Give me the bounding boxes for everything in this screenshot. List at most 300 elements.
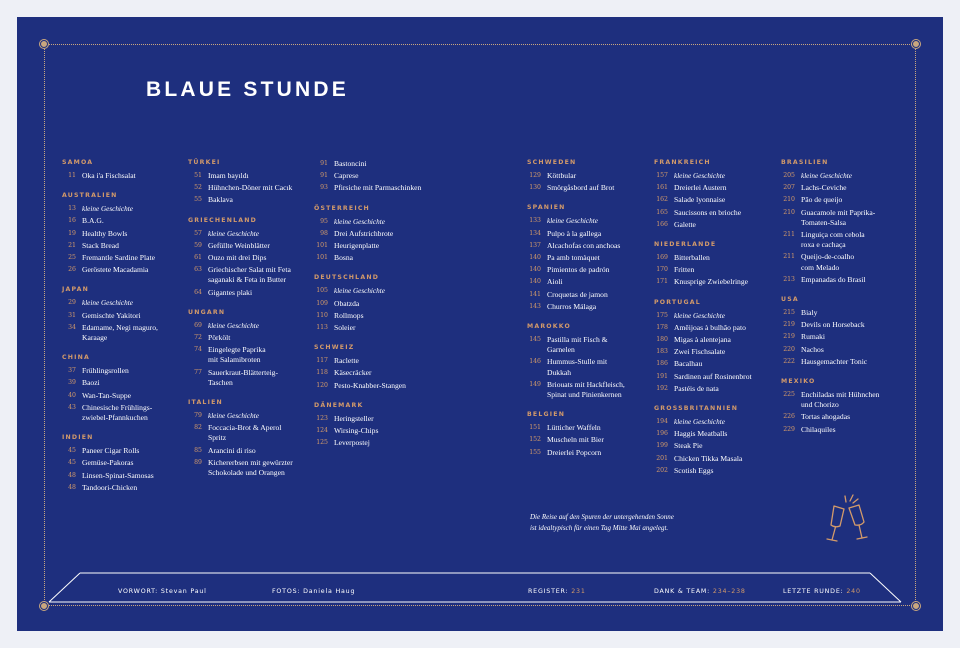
entry-label: B.A.G. — [82, 216, 104, 226]
page-number: 57 — [194, 229, 202, 237]
toc-entry[interactable] — [527, 170, 652, 182]
page-number: 141 — [529, 290, 541, 298]
toc-entry[interactable] — [314, 182, 454, 194]
toc-section — [527, 203, 652, 313]
toc-entry[interactable] — [62, 445, 187, 457]
entry-label: Rumaki — [801, 332, 826, 342]
entry-label: Bialy — [801, 308, 818, 318]
page-number: 161 — [656, 184, 668, 192]
entry-label: Schokolade und Orangen — [208, 468, 285, 478]
entry-label: Dukkah — [547, 367, 572, 377]
page-number: 124 — [316, 427, 328, 435]
toc-entry[interactable] — [314, 367, 454, 379]
page-number: 37 — [68, 367, 76, 375]
toc-entry[interactable] — [654, 346, 779, 358]
page-number: 74 — [194, 346, 202, 354]
page-number: 48 — [68, 471, 76, 479]
toc-section — [654, 240, 779, 289]
page-number: 13 — [68, 205, 76, 213]
page-number: 11 — [68, 172, 76, 179]
toc-entry[interactable] — [314, 158, 454, 170]
toc-entry[interactable] — [781, 399, 906, 411]
page-number: 21 — [68, 241, 76, 249]
toc-entry[interactable] — [188, 274, 313, 286]
footer-vorwort — [118, 588, 207, 595]
page-number: 25 — [68, 254, 76, 262]
entry-label: Gefüllte Weinblätter — [208, 240, 270, 250]
toc-entry[interactable] — [527, 276, 652, 288]
page-number: 145 — [529, 336, 541, 344]
page-number: 93 — [320, 184, 328, 192]
toc-entry[interactable] — [781, 411, 906, 423]
toc-section — [654, 298, 779, 395]
section-title: USA — [781, 296, 799, 304]
entry-label: kleine Geschichte — [674, 172, 725, 180]
page-number: 222 — [783, 357, 795, 365]
footer-label: VORWORT: — [118, 588, 159, 595]
toc-entry[interactable] — [654, 182, 779, 194]
page-number: 89 — [194, 458, 202, 466]
toc-entry[interactable] — [527, 301, 652, 313]
page-number: 151 — [529, 424, 541, 432]
corner-ornament — [912, 40, 920, 48]
entry-label: Migas à alentejana — [674, 335, 731, 345]
toc-section — [781, 158, 906, 286]
toc-entry[interactable] — [654, 276, 779, 288]
toc-entry[interactable] — [527, 389, 652, 401]
toc-entry[interactable] — [188, 332, 313, 344]
page-number: 77 — [194, 368, 202, 376]
page-number: 196 — [656, 430, 668, 438]
toc-entry[interactable] — [188, 194, 313, 206]
entry-label: Queijo-de-coalho — [801, 252, 855, 262]
page-number: 211 — [783, 231, 795, 239]
toc-entry[interactable] — [527, 344, 652, 356]
toc-entry[interactable] — [781, 274, 906, 286]
footer-label: REGISTER: — [528, 588, 569, 595]
footer-letzte-runde — [783, 588, 861, 595]
page-number: 110 — [316, 311, 328, 319]
toc-section — [781, 295, 906, 368]
toc-entry[interactable] — [654, 358, 779, 370]
entry-label: kleine Geschichte — [801, 172, 852, 180]
entry-label: Baozi — [82, 378, 100, 388]
page-number: 140 — [529, 266, 541, 274]
toc-entry[interactable] — [527, 264, 652, 276]
toc-column — [314, 158, 454, 458]
toc-entry[interactable] — [654, 219, 779, 231]
page-number — [188, 354, 202, 366]
toc-entry[interactable] — [527, 367, 652, 379]
entry-label: Kichererbsen mit gewürzter — [208, 457, 293, 467]
toc-entry[interactable] — [314, 228, 454, 240]
entry-label: Sauerkraut-Blätterteig- — [208, 367, 279, 377]
entry-label: Smörgåsbord auf Brot — [547, 183, 615, 193]
entry-label: kleine Geschichte — [334, 217, 385, 226]
section-title: AUSTRALIEN — [62, 192, 118, 200]
section-title: FRANKREICH — [654, 159, 711, 166]
toc-entry[interactable] — [654, 440, 779, 452]
page-number: 105 — [316, 287, 328, 295]
toc-entry[interactable] — [527, 422, 652, 434]
toc-entry[interactable] — [781, 182, 906, 194]
entry-label: Bitterballen — [674, 253, 710, 263]
entry-label: Guacamole mit Paprika- — [801, 207, 876, 217]
footer-value: 234–238 — [712, 588, 746, 595]
entry-label: Bastoncini — [334, 159, 367, 168]
toc-entry[interactable] — [62, 377, 187, 389]
entry-label: Arancini di riso — [208, 445, 256, 455]
toc-entry[interactable] — [314, 285, 454, 297]
entry-label: Fremantle Sardine Plate — [82, 253, 155, 263]
entry-label: Knusprige Zwiebelringe — [674, 277, 749, 287]
page-number: 205 — [783, 172, 795, 179]
page-number: 134 — [529, 229, 541, 237]
toc-entry[interactable] — [527, 289, 652, 301]
toc-entry[interactable] — [654, 428, 779, 440]
page-number: 140 — [529, 278, 541, 286]
toc-entry[interactable] — [781, 194, 906, 206]
toc-entry[interactable] — [314, 413, 454, 425]
entry-label: Raclette — [334, 356, 359, 366]
toc-column — [654, 158, 779, 486]
toc-entry[interactable] — [654, 383, 779, 395]
toc-entry[interactable] — [654, 310, 779, 322]
toc-entry[interactable] — [62, 390, 187, 402]
entry-label: Chilaquiles — [801, 424, 836, 434]
entry-label: Nachos — [801, 344, 824, 354]
toc-entry[interactable] — [62, 170, 187, 182]
toc-entry[interactable] — [527, 215, 652, 227]
page-number: 101 — [316, 254, 328, 262]
toc-entry[interactable] — [62, 203, 187, 215]
toc-section — [62, 158, 187, 182]
section-title: BRASILIEN — [781, 159, 829, 166]
page-number — [188, 274, 202, 286]
toc-entry[interactable] — [188, 354, 313, 366]
toc-section — [62, 353, 187, 424]
page-number: 192 — [656, 384, 668, 392]
toc-section — [188, 158, 313, 207]
toc-entry[interactable] — [62, 412, 187, 424]
page-number: 186 — [656, 360, 668, 368]
page-number: 43 — [68, 403, 76, 411]
entry-label: Scotish Eggs — [674, 465, 714, 475]
toc-entry[interactable] — [188, 467, 313, 479]
page-number: 63 — [194, 266, 202, 274]
section-title: GRIECHENLAND — [188, 216, 257, 224]
page-number: 213 — [783, 275, 795, 283]
page-number: 162 — [656, 196, 668, 204]
entry-label: Köttbular — [547, 171, 577, 180]
toc-entry[interactable] — [314, 240, 454, 252]
page-number: 202 — [656, 466, 668, 474]
toc-entry[interactable] — [781, 239, 906, 251]
entry-label: Rollmops — [334, 310, 364, 320]
section-title: JAPAN — [62, 286, 90, 294]
toc-entry[interactable] — [188, 182, 313, 194]
toc-entry[interactable] — [527, 182, 652, 194]
toc-section — [781, 377, 906, 436]
entry-label: Salade lyonnaise — [674, 195, 726, 205]
entry-label: Zwei Fischsalate — [674, 347, 726, 357]
toc-entry[interactable] — [62, 228, 187, 240]
toc-entry[interactable] — [188, 432, 313, 444]
toc-entry[interactable] — [781, 262, 906, 274]
page-number: 26 — [68, 266, 76, 274]
section-title: ITALIEN — [188, 399, 223, 407]
entry-label: Eingelegte Paprika — [208, 345, 266, 355]
toc-entry[interactable] — [188, 410, 313, 422]
toc-column — [527, 158, 652, 468]
footer-value: 231 — [571, 588, 586, 595]
toc-entry[interactable] — [62, 332, 187, 344]
page-number: 61 — [194, 254, 202, 262]
page-number — [62, 412, 76, 424]
toc-entry[interactable] — [314, 437, 454, 449]
toc-entry[interactable] — [314, 216, 454, 228]
page-number: 98 — [320, 229, 328, 237]
entry-label: zwiebel-Pfannkuchen — [82, 413, 148, 423]
entry-label: Hummus-Stulle mit — [547, 357, 608, 367]
toc-entry[interactable] — [654, 252, 779, 264]
toc-entry[interactable] — [62, 264, 187, 276]
toc-entry[interactable] — [781, 356, 906, 368]
page-number: 69 — [194, 321, 202, 329]
page-number: 157 — [656, 172, 668, 179]
section-title: DEUTSCHLAND — [314, 274, 380, 282]
book-title: BLAUE STUNDE — [146, 78, 349, 101]
entry-label: Obatzda — [334, 298, 360, 308]
closing-note-line: ist idealtypisch für einen Tag Mitte Mai angelegt. — [530, 524, 669, 532]
footer-value: 240 — [846, 588, 861, 595]
toc-entry[interactable] — [62, 457, 187, 469]
toc-section — [314, 158, 454, 195]
toc-entry[interactable] — [62, 240, 187, 252]
footer-fotos — [272, 588, 355, 595]
page-number: 207 — [783, 184, 795, 192]
toc-entry[interactable] — [62, 310, 187, 322]
entry-label: Enchiladas mit Hühnchen — [801, 390, 880, 400]
entry-label: Chicken Tikka Masala — [674, 453, 743, 463]
page-number: 19 — [68, 229, 76, 237]
entry-label: Tortas ahogadas — [801, 412, 851, 422]
section-title: GROSSBRITANNIEN — [654, 405, 739, 413]
toc-entry[interactable] — [654, 453, 779, 465]
toc-entry[interactable] — [188, 377, 313, 389]
toc-entry[interactable] — [314, 355, 454, 367]
page-number: 117 — [316, 357, 328, 365]
toc-entry[interactable] — [188, 240, 313, 252]
entry-label: Steak Pie — [674, 441, 703, 451]
toc-entry[interactable] — [188, 228, 313, 240]
page-number: 16 — [68, 217, 76, 225]
toc-entry[interactable] — [314, 322, 454, 334]
page-number: 165 — [656, 208, 668, 216]
page-number — [188, 432, 202, 444]
toc-section — [62, 191, 187, 276]
page-number: 210 — [783, 208, 795, 216]
entry-label: Oka i'a Fischsalat — [82, 171, 136, 180]
entry-label: Lachs-Ceviche — [801, 183, 847, 193]
toc-entry[interactable] — [62, 252, 187, 264]
toc-entry[interactable] — [654, 264, 779, 276]
page-number: 191 — [656, 372, 668, 380]
entry-label: kleine Geschichte — [208, 412, 259, 421]
toc-entry[interactable] — [62, 482, 187, 494]
toc-entry[interactable] — [527, 447, 652, 459]
entry-label: Geröstete Macadamia — [82, 265, 149, 275]
entry-label: Dreierlei Austern — [674, 183, 727, 193]
toc-entry[interactable] — [527, 252, 652, 264]
page-number: 170 — [656, 266, 668, 274]
toc-entry[interactable] — [527, 228, 652, 240]
toc-entry[interactable] — [654, 371, 779, 383]
page-number: 120 — [316, 381, 328, 389]
section-title: INDIEN — [62, 434, 94, 442]
page-number: 59 — [194, 241, 202, 249]
entry-label: kleine Geschichte — [208, 321, 259, 330]
entry-label: Lütticher Waffeln — [547, 423, 601, 433]
toc-entry[interactable] — [781, 217, 906, 229]
toc-entry[interactable] — [314, 298, 454, 310]
page-number — [62, 332, 76, 344]
entry-label: Pimientos de padrón — [547, 265, 610, 275]
toc-entry[interactable] — [654, 207, 779, 219]
toc-entry[interactable] — [654, 170, 779, 182]
page-number: 220 — [783, 345, 795, 353]
toc-entry[interactable] — [781, 319, 906, 331]
entry-label: Hühnchen-Döner mit Cacık — [208, 183, 293, 193]
toc-entry[interactable] — [188, 320, 313, 332]
toc-entry[interactable] — [781, 424, 906, 436]
entry-label: Alcachofas con anchoas — [547, 240, 621, 250]
page-number: 29 — [68, 299, 76, 307]
entry-label: Ouzo mit drei Dips — [208, 253, 267, 263]
toc-entry[interactable] — [654, 334, 779, 346]
footer-label: LETZTE RUNDE: — [783, 588, 844, 595]
page-number: 171 — [656, 278, 668, 286]
page-number: 95 — [320, 217, 328, 225]
entry-label: Galette — [674, 219, 696, 229]
toc-entry[interactable] — [188, 445, 313, 457]
page-number: 211 — [783, 253, 795, 261]
entry-label: Paneer Cigar Rolls — [82, 446, 140, 456]
entry-label: Dreierlei Popcorn — [547, 447, 602, 457]
entry-label: Pastéis de nata — [674, 383, 719, 393]
toc-column — [188, 158, 313, 488]
toc-entry[interactable] — [314, 310, 454, 322]
toc-entry[interactable] — [314, 170, 454, 182]
toc-entry[interactable] — [314, 252, 454, 264]
entry-label: Käsecräcker — [334, 368, 372, 378]
page-number: 79 — [194, 412, 202, 420]
toc-section — [62, 285, 187, 344]
toc-entry[interactable] — [781, 307, 906, 319]
entry-label: Pfirsiche mit Parmaschinken — [334, 183, 422, 193]
toc-section — [654, 158, 779, 231]
footer-dank — [654, 588, 746, 595]
entry-label: kleine Geschichte — [674, 311, 725, 320]
entry-label: Pulpo à la gallega — [547, 228, 602, 238]
page-number: 40 — [68, 391, 76, 399]
page-number: 39 — [68, 379, 76, 387]
toc-entry[interactable] — [62, 365, 187, 377]
toc-entry[interactable] — [314, 425, 454, 437]
toc-entry[interactable] — [62, 215, 187, 227]
page-number: 34 — [68, 323, 76, 331]
section-title: CHINA — [62, 354, 90, 362]
entry-label: Edamame, Negi maguro, — [82, 322, 158, 332]
toc-entry[interactable] — [62, 297, 187, 309]
page-number: 109 — [316, 299, 328, 307]
page-number — [781, 239, 795, 251]
entry-label: Heurigenplatte — [334, 241, 380, 251]
toc-entry[interactable] — [527, 434, 652, 446]
page-number: 133 — [529, 217, 541, 225]
entry-label: Baklava — [208, 195, 233, 205]
entry-label: Sardinen auf Rosinenbrot — [674, 371, 752, 381]
page-number: 125 — [316, 439, 328, 447]
toc-entry[interactable] — [654, 194, 779, 206]
entry-label: Gigantes plaki — [208, 287, 253, 297]
entry-label: Griechischer Salat mit Feta — [208, 265, 291, 275]
toc-entry[interactable] — [781, 331, 906, 343]
section-title: MAROKKO — [527, 323, 571, 331]
entry-label: kleine Geschichte — [82, 299, 133, 308]
toc-entry[interactable] — [654, 465, 779, 477]
page-number: 201 — [656, 454, 668, 462]
toc-entry[interactable] — [781, 170, 906, 182]
entry-label: Chinesische Frühlings- — [82, 402, 153, 412]
champagne-glasses-icon — [808, 482, 878, 552]
page-number — [781, 217, 795, 229]
toc-entry[interactable] — [314, 380, 454, 392]
entry-label: kleine Geschichte — [334, 287, 385, 296]
toc-entry[interactable] — [654, 322, 779, 334]
page-number: 64 — [194, 288, 202, 296]
page-number: 137 — [529, 241, 541, 249]
section-title: BELGIEN — [527, 411, 566, 419]
toc-entry[interactable] — [527, 240, 652, 252]
toc-section — [527, 410, 652, 459]
toc-entry[interactable] — [188, 287, 313, 299]
toc-entry[interactable] — [188, 252, 313, 264]
section-title: UNGARN — [188, 308, 226, 316]
toc-column — [62, 158, 187, 503]
page-number: 219 — [783, 321, 795, 329]
entry-label: Foccacia-Brot & Aperol — [208, 423, 282, 433]
toc-entry[interactable] — [654, 416, 779, 428]
page-number: 143 — [529, 302, 541, 310]
entry-label: Tomaten-Salsa — [801, 217, 847, 227]
toc-entry[interactable] — [62, 470, 187, 482]
toc-section — [527, 158, 652, 194]
section-title: SCHWEIZ — [314, 344, 355, 352]
page-number — [527, 344, 541, 356]
toc-section — [62, 433, 187, 494]
page-number: 123 — [316, 414, 328, 422]
toc-entry[interactable] — [188, 170, 313, 182]
page-number: 178 — [656, 323, 668, 331]
page-number: 51 — [194, 172, 202, 179]
entry-label: Saucissons en brioche — [674, 207, 742, 217]
page-number: 210 — [783, 196, 795, 204]
toc-entry[interactable] — [781, 344, 906, 356]
page-number: 118 — [316, 369, 328, 377]
toc-section — [314, 343, 454, 392]
entry-label: Pastilla mit Fisch & — [547, 335, 608, 345]
